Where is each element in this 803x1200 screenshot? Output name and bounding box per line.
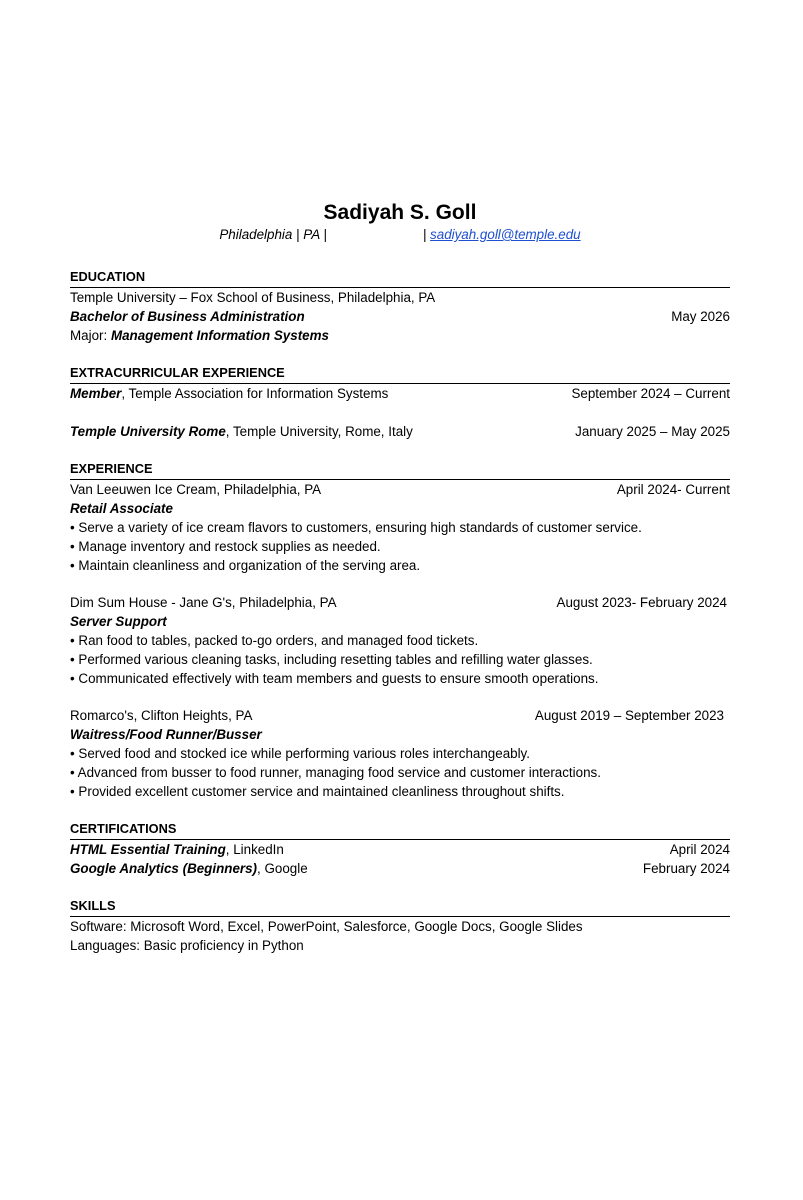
education-section xyxy=(70,268,730,345)
bullet-item: • Performed various cleaning tasks, including resetting tables and refilling water glasses. xyxy=(70,650,730,669)
major: Management Information Systems xyxy=(110,328,329,343)
employer: Van Leeuwen Ice Cream, Philadelphia, PA xyxy=(70,482,322,497)
certification-issuer: , Google xyxy=(257,861,308,876)
job-entry xyxy=(70,593,730,688)
bullet-item: • Serve a variety of ice cream flavors to customers, ensuring high standards of customer service. xyxy=(70,518,730,537)
skills-software: Software: Microsoft Word, Excel, PowerPoint, Salesforce, Google Docs, Google Slides xyxy=(70,919,583,934)
job-bullets xyxy=(70,744,730,801)
certification-item xyxy=(70,859,730,878)
job-date: August 2019 – September 2023 xyxy=(534,708,724,723)
certification-date: April 2024 xyxy=(669,842,730,857)
bullet-item: • Communicated effectively with team members and guests to ensure smooth operations. xyxy=(70,669,730,688)
bullet-item: • Advanced from busser to food runner, managing food service and customer interactions. xyxy=(70,763,730,782)
experience-section xyxy=(70,460,730,801)
certification-date: February 2024 xyxy=(642,861,730,876)
extracurricular-section xyxy=(70,364,730,441)
job-role: Retail Associate xyxy=(70,501,173,516)
email-link[interactable]: sadiyah.goll@temple.edu xyxy=(430,227,581,242)
extracurricular-org: , Temple Association for Information Systems xyxy=(121,386,389,401)
certification-name: Google Analytics (Beginners) xyxy=(70,861,258,876)
graduation-date: May 2026 xyxy=(671,309,730,324)
section-title-certifications: CERTIFICATIONS xyxy=(70,820,730,840)
extracurricular-date: September 2024 – Current xyxy=(571,386,730,401)
job-bullets xyxy=(70,631,730,688)
degree: Bachelor of Business Administration xyxy=(70,309,305,324)
resume xyxy=(70,200,730,974)
certification-issuer: , LinkedIn xyxy=(225,842,284,857)
job-role: Waitress/Food Runner/Busser xyxy=(70,727,262,742)
job-entry xyxy=(70,706,730,801)
major-row xyxy=(70,326,730,345)
employer: Romarco's, Clifton Heights, PA xyxy=(70,708,253,723)
certification-item xyxy=(70,840,730,859)
extracurricular-role: Temple University Rome xyxy=(70,424,226,439)
major-label: Major: xyxy=(70,328,111,343)
certifications-section xyxy=(70,820,730,878)
bullet-item: • Provided excellent customer service and maintained cleanliness throughout shifts. xyxy=(70,782,730,801)
school: Temple University – Fox School of Business, Philadelphia, PA xyxy=(70,290,436,305)
extracurricular-date: January 2025 – May 2025 xyxy=(575,424,730,439)
location: Philadelphia | PA | xyxy=(219,227,327,242)
job-role: Server Support xyxy=(70,614,167,629)
job-date: August 2023- February 2024 xyxy=(556,595,727,610)
job-bullets xyxy=(70,518,730,575)
section-title-extracurricular: EXTRACURRICULAR EXPERIENCE xyxy=(70,364,730,384)
extracurricular-item xyxy=(70,422,730,441)
skills-languages: Languages: Basic proficiency in Python xyxy=(70,938,304,953)
bullet-item: • Manage inventory and restock supplies as needed. xyxy=(70,537,730,556)
bullet-item: • Maintain cleanliness and organization of the serving area. xyxy=(70,556,730,575)
degree-row xyxy=(70,307,730,326)
job-date: April 2024- Current xyxy=(616,482,730,497)
extracurricular-role: Member xyxy=(70,386,122,401)
extracurricular-item xyxy=(70,384,730,403)
contact-separator: | xyxy=(422,227,427,242)
section-title-experience: EXPERIENCE xyxy=(70,460,730,480)
contact-line xyxy=(70,226,730,244)
certification-name: HTML Essential Training xyxy=(70,842,226,857)
bullet-item: • Served food and stocked ice while performing various roles interchangeably. xyxy=(70,744,730,763)
skills-section xyxy=(70,897,730,955)
section-title-education: EDUCATION xyxy=(70,268,730,288)
job-entry xyxy=(70,480,730,575)
employer: Dim Sum House - Jane G's, Philadelphia, PA xyxy=(70,595,337,610)
applicant-name: Sadiyah S. Goll xyxy=(323,201,477,224)
bullet-item: • Ran food to tables, packed to-go orders, and managed food tickets. xyxy=(70,631,730,650)
extracurricular-org: , Temple University, Rome, Italy xyxy=(225,424,413,439)
section-title-skills: SKILLS xyxy=(70,897,730,917)
